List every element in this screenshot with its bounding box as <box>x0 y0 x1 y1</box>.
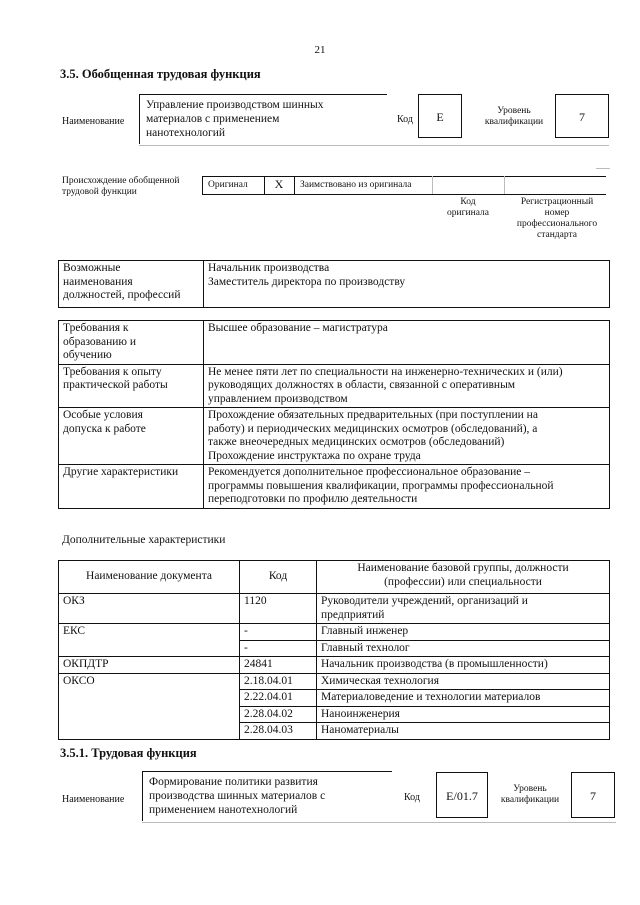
doc-code: 1120 <box>240 594 317 624</box>
table-header-row <box>59 561 610 594</box>
borrowed-label: Заимствовано из оригинала <box>300 180 412 190</box>
positions-table <box>58 260 610 308</box>
label-line: должностей, профессий <box>63 289 181 301</box>
requirement-row <box>59 408 610 465</box>
value-line: переподготовки по профилю деятельности <box>208 493 418 505</box>
label-line: Особые условия <box>63 409 143 421</box>
requirements-table <box>58 320 610 509</box>
caption-line: номер <box>544 208 570 218</box>
level-label-line: Уровень <box>497 106 531 116</box>
function-name-line: Формирование политики развития <box>149 776 318 788</box>
origin-divider <box>432 176 433 194</box>
doc-code: 2.28.04.02 <box>240 706 317 723</box>
label-line: Возможные <box>63 262 121 274</box>
table-row <box>59 657 610 674</box>
doc-desc: Наноинженерия <box>317 706 610 723</box>
requirement-row <box>59 465 610 509</box>
doc-code: - <box>240 624 317 641</box>
level-value: 7 <box>555 94 609 138</box>
level-value: 7 <box>571 772 615 818</box>
position-item: Начальник производства <box>208 262 330 274</box>
caption-line: оригинала <box>447 208 489 218</box>
label-line: обучению <box>63 349 112 361</box>
origin-top-line <box>202 176 606 177</box>
additional-table <box>58 560 610 740</box>
function-name-line: нанотехнологий <box>146 127 226 139</box>
additional-title: Дополнительные характеристики <box>62 534 226 546</box>
header-doc: Наименование документа <box>59 561 240 594</box>
requirement-label <box>59 364 204 408</box>
doc-code: 2.22.04.01 <box>240 690 317 707</box>
divider <box>596 168 610 169</box>
doc-code: 2.28.04.03 <box>240 723 317 740</box>
section-title: 3.5. Обобщенная трудовая функция <box>60 67 261 81</box>
label-line: Другие характеристики <box>63 466 179 478</box>
code-label: Код <box>404 792 420 803</box>
origin-divider <box>504 176 505 194</box>
reg-number-caption <box>504 197 610 241</box>
value-line: Рекомендуется дополнительное профессиональное образование – <box>208 466 531 478</box>
level-label <box>492 784 568 806</box>
original-label: Оригинал <box>208 180 248 190</box>
code-value: E/01.7 <box>436 772 488 818</box>
doc-desc: Главный инженер <box>317 624 610 641</box>
code-original-caption <box>432 197 504 219</box>
subsection-title: 3.5.1. Трудовая функция <box>60 746 197 760</box>
desc-line: Руководители учреждений, организаций и <box>321 595 528 607</box>
name-label: Наименование <box>62 794 125 805</box>
name-label: Наименование <box>62 116 125 127</box>
doc-desc: Материаловедение и технологии материалов <box>317 690 610 707</box>
divider <box>142 822 616 823</box>
value-line: работу) и периодических медицинских осмотров (обследований), а <box>208 422 538 435</box>
origin-label-line: Происхождение обобщенной <box>62 176 180 186</box>
code-value: E <box>418 94 462 138</box>
header-line: Наименование базовой группы, должности <box>357 562 569 574</box>
requirement-value <box>204 408 610 465</box>
caption-line: Код <box>460 197 476 207</box>
requirement-label <box>59 465 204 509</box>
caption-line: Регистрационный <box>520 197 594 207</box>
doc-name: ЕКС <box>59 624 240 657</box>
requirement-label <box>59 408 204 465</box>
header-name <box>317 561 610 594</box>
origin-bottom-line <box>202 194 606 195</box>
doc-desc: Наноматериалы <box>317 723 610 740</box>
table-row <box>59 594 610 624</box>
requirement-label <box>59 321 204 365</box>
doc-code: 2.18.04.01 <box>240 673 317 690</box>
label-line: образованию и <box>63 335 136 348</box>
caption-line: профессионального <box>516 219 598 229</box>
requirement-value <box>204 364 610 408</box>
function-name-line: Управление производством шинных <box>146 99 324 111</box>
requirement-value <box>204 321 610 365</box>
origin-label-line: трудовой функции <box>62 187 137 197</box>
function-name-line: производства шинных материалов с <box>149 790 326 802</box>
doc-desc <box>317 594 610 624</box>
original-mark: X <box>274 177 284 191</box>
value-line: также внеочередных медицинских осмотров (обследований) <box>208 436 505 448</box>
value-line: Прохождение обязательных предварительных (при поступлении на <box>208 409 538 421</box>
caption-line: стандарта <box>537 230 577 240</box>
value-line: Прохождение инструктажа по охране труда <box>208 449 421 462</box>
function-name-box <box>142 771 392 821</box>
label-line: Требования к опыту <box>63 365 162 378</box>
requirement-value <box>204 465 610 509</box>
value-line: руководящих должностях в области, связанной с оперативным <box>208 379 516 391</box>
value-line: Не менее пяти лет по специальности на инженерно-технических и (или) <box>208 365 563 378</box>
page-number: 21 <box>314 44 326 56</box>
level-label-line: квалификации <box>500 795 560 805</box>
origin-divider <box>294 176 295 194</box>
doc-code: - <box>240 640 317 657</box>
origin-divider <box>202 176 203 194</box>
divider <box>139 145 609 146</box>
position-item: Заместитель директора по производству <box>208 275 406 288</box>
value-line: программы повышения квалификации, программы профессиональной <box>208 479 554 492</box>
label-line: наименования <box>63 275 133 288</box>
value-line: управлением производством <box>208 392 348 405</box>
requirement-row <box>59 364 610 408</box>
label-line: Требования к <box>63 322 129 334</box>
function-name-line: применением нанотехнологий <box>149 804 298 816</box>
doc-code: 24841 <box>240 657 317 674</box>
doc-desc: Химическая технология <box>317 673 610 690</box>
level-label-line: Уровень <box>513 784 547 794</box>
label-line: практической работы <box>63 379 168 391</box>
label-line: допуска к работе <box>63 422 146 435</box>
desc-line: предприятий <box>321 608 385 621</box>
table-row <box>59 624 610 641</box>
requirement-row <box>59 321 610 365</box>
table-row <box>59 673 610 690</box>
origin-label <box>62 176 180 198</box>
level-label <box>474 106 554 128</box>
doc-name: ОКЗ <box>59 594 240 624</box>
positions-value <box>204 261 610 308</box>
function-name-box <box>139 94 387 144</box>
doc-name: ОКПДТР <box>59 657 240 674</box>
doc-name: ОКСО <box>59 673 240 739</box>
doc-desc: Начальник производства (в промышленности) <box>317 657 610 674</box>
doc-desc: Главный технолог <box>317 640 610 657</box>
level-label-line: квалификации <box>484 117 544 127</box>
function-name-line: материалов с применением <box>146 113 280 125</box>
header-line: (профессии) или специальности <box>384 575 542 588</box>
header-code: Код <box>240 561 317 594</box>
value-line: Высшее образование – магистратура <box>208 322 388 334</box>
positions-label <box>59 261 204 308</box>
code-label: Код <box>397 114 413 125</box>
